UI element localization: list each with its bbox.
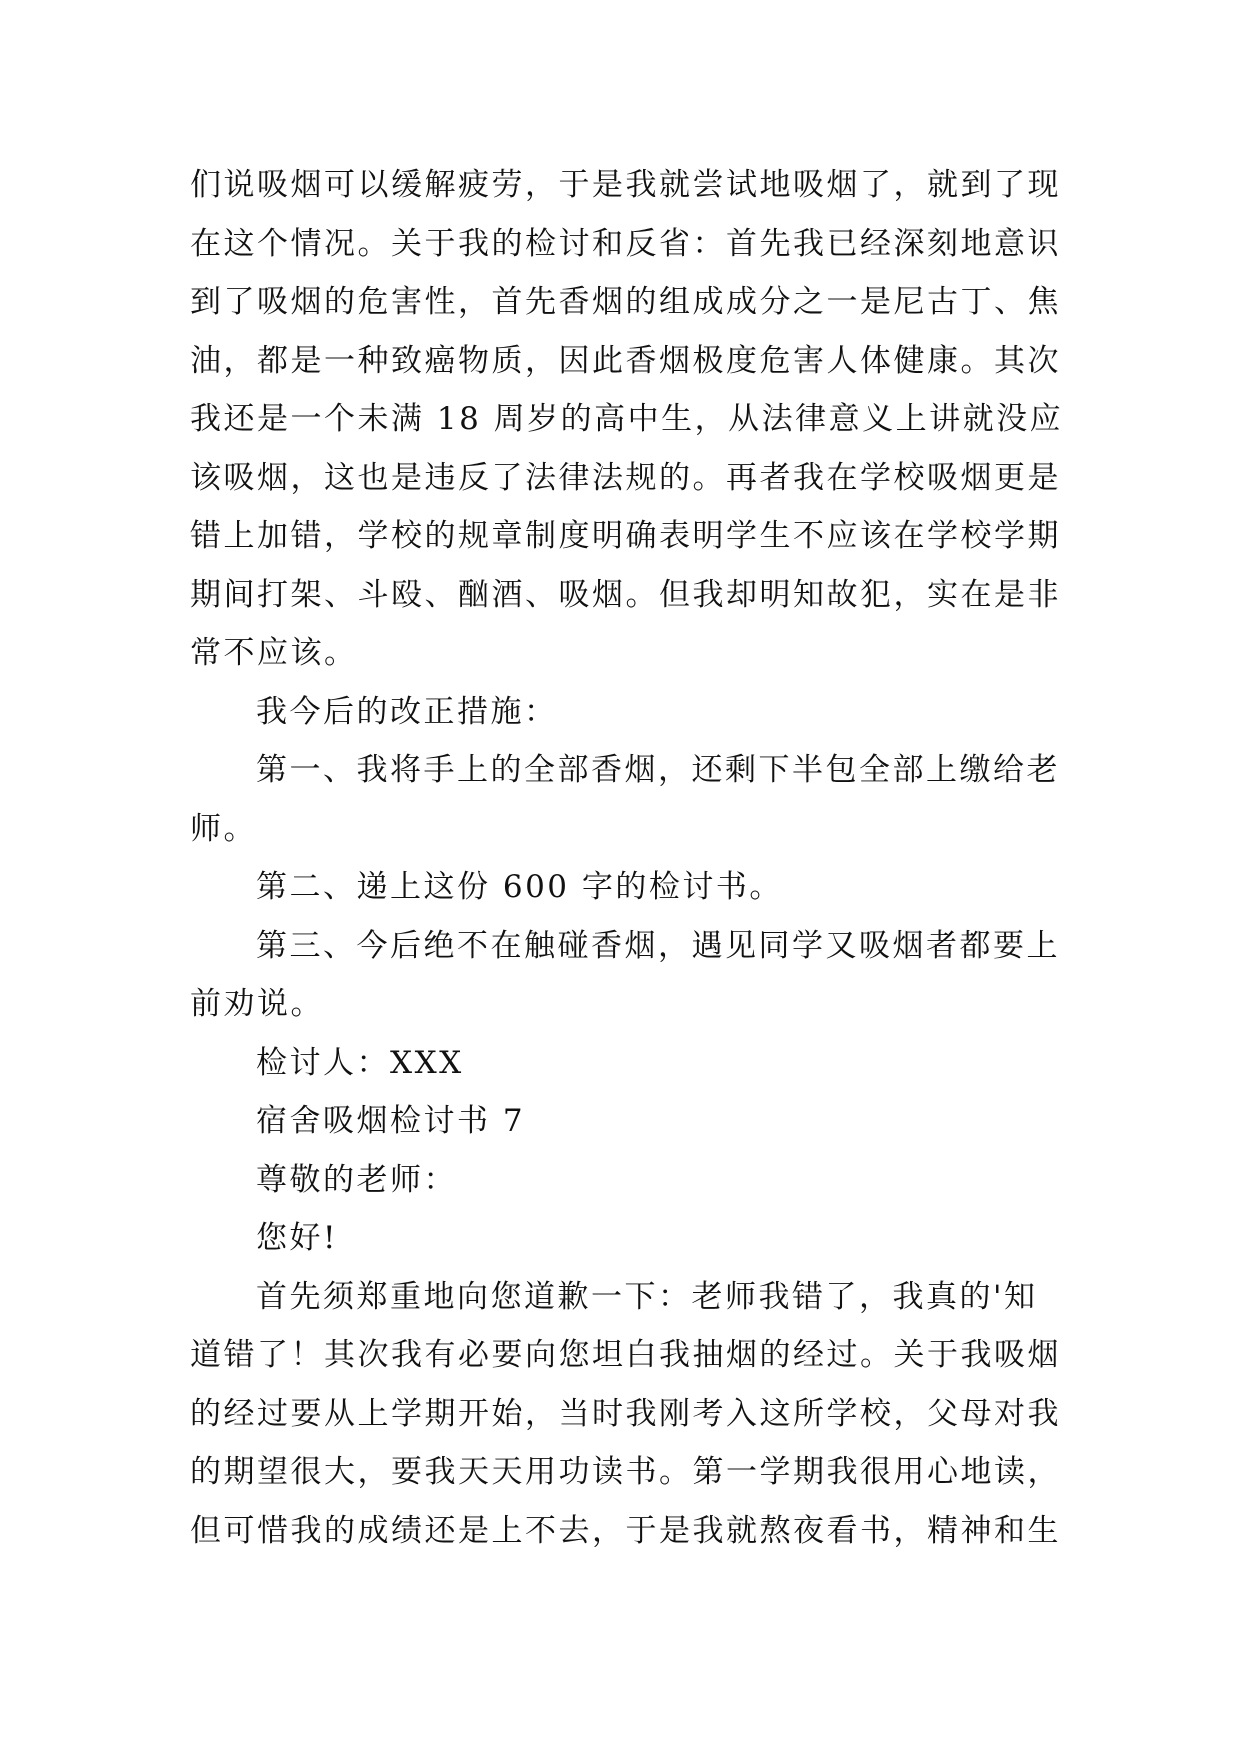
text-line: 尊敬的老师： (256, 1161, 457, 1198)
text-line: 的经过要从上学期开始，当时我刚考入这所学校，父母对我 (190, 1395, 1061, 1432)
text-line: 我还是一个未满 18 周岁的高中生，从法律意义上讲就没应 (190, 401, 1064, 437)
text-line: 检讨人：XXX (256, 1044, 464, 1081)
text-line: 您好! (256, 1220, 338, 1256)
text-line: 师。 (190, 810, 257, 847)
text-line: 第二、递上这份 600 字的检讨书。 (256, 869, 783, 905)
text-line: 期间打架、斗殴、酗酒、吸烟。但我却明知故犯，实在是非 (190, 576, 1061, 613)
text-line: 第三、今后绝不在触碰香烟，遇见同学又吸烟者都要上 (256, 927, 1060, 964)
text-line: 但可惜我的成绩还是上不去，于是我就熬夜看书，精神和生 (190, 1512, 1061, 1549)
text-line: 第一、我将手上的全部香烟，还剩下半包全部上缴给老 (256, 752, 1060, 788)
text-line: 宿舍吸烟检讨书 7 (256, 1103, 526, 1139)
text-line: 到了吸烟的危害性，首先香烟的组成成分之一是尼古丁、焦 (190, 284, 1061, 320)
text-line: 前劝说。 (190, 986, 324, 1022)
text-line: 我今后的改正措施： (256, 693, 558, 730)
text-line: 错上加错，学校的规章制度明确表明学生不应该在学校学期 (190, 518, 1061, 554)
text-line: 在这个情况。关于我的检讨和反省：首先我已经深刻地意识 (190, 225, 1061, 262)
text-line: 首先须郑重地向您道歉一下：老师我错了，我真的'知 (256, 1278, 1038, 1315)
text-line: 的期望很大，要我天天用功读书。第一学期我很用心地读， (190, 1454, 1061, 1490)
text-line: 油，都是一种致癌物质，因此香烟极度危害人体健康。其次 (190, 342, 1061, 379)
text-line: 该吸烟，这也是违反了法律法规的。再者我在学校吸烟更是 (190, 459, 1061, 496)
text-line: 道错了！其次我有必要向您坦白我抽烟的经过。关于我吸烟 (190, 1337, 1061, 1373)
text-line: 们说吸烟可以缓解疲劳，于是我就尝试地吸烟了，就到了现 (190, 167, 1061, 203)
text-line: 常不应该。 (190, 635, 358, 671)
document-body (190, 156, 1064, 1560)
